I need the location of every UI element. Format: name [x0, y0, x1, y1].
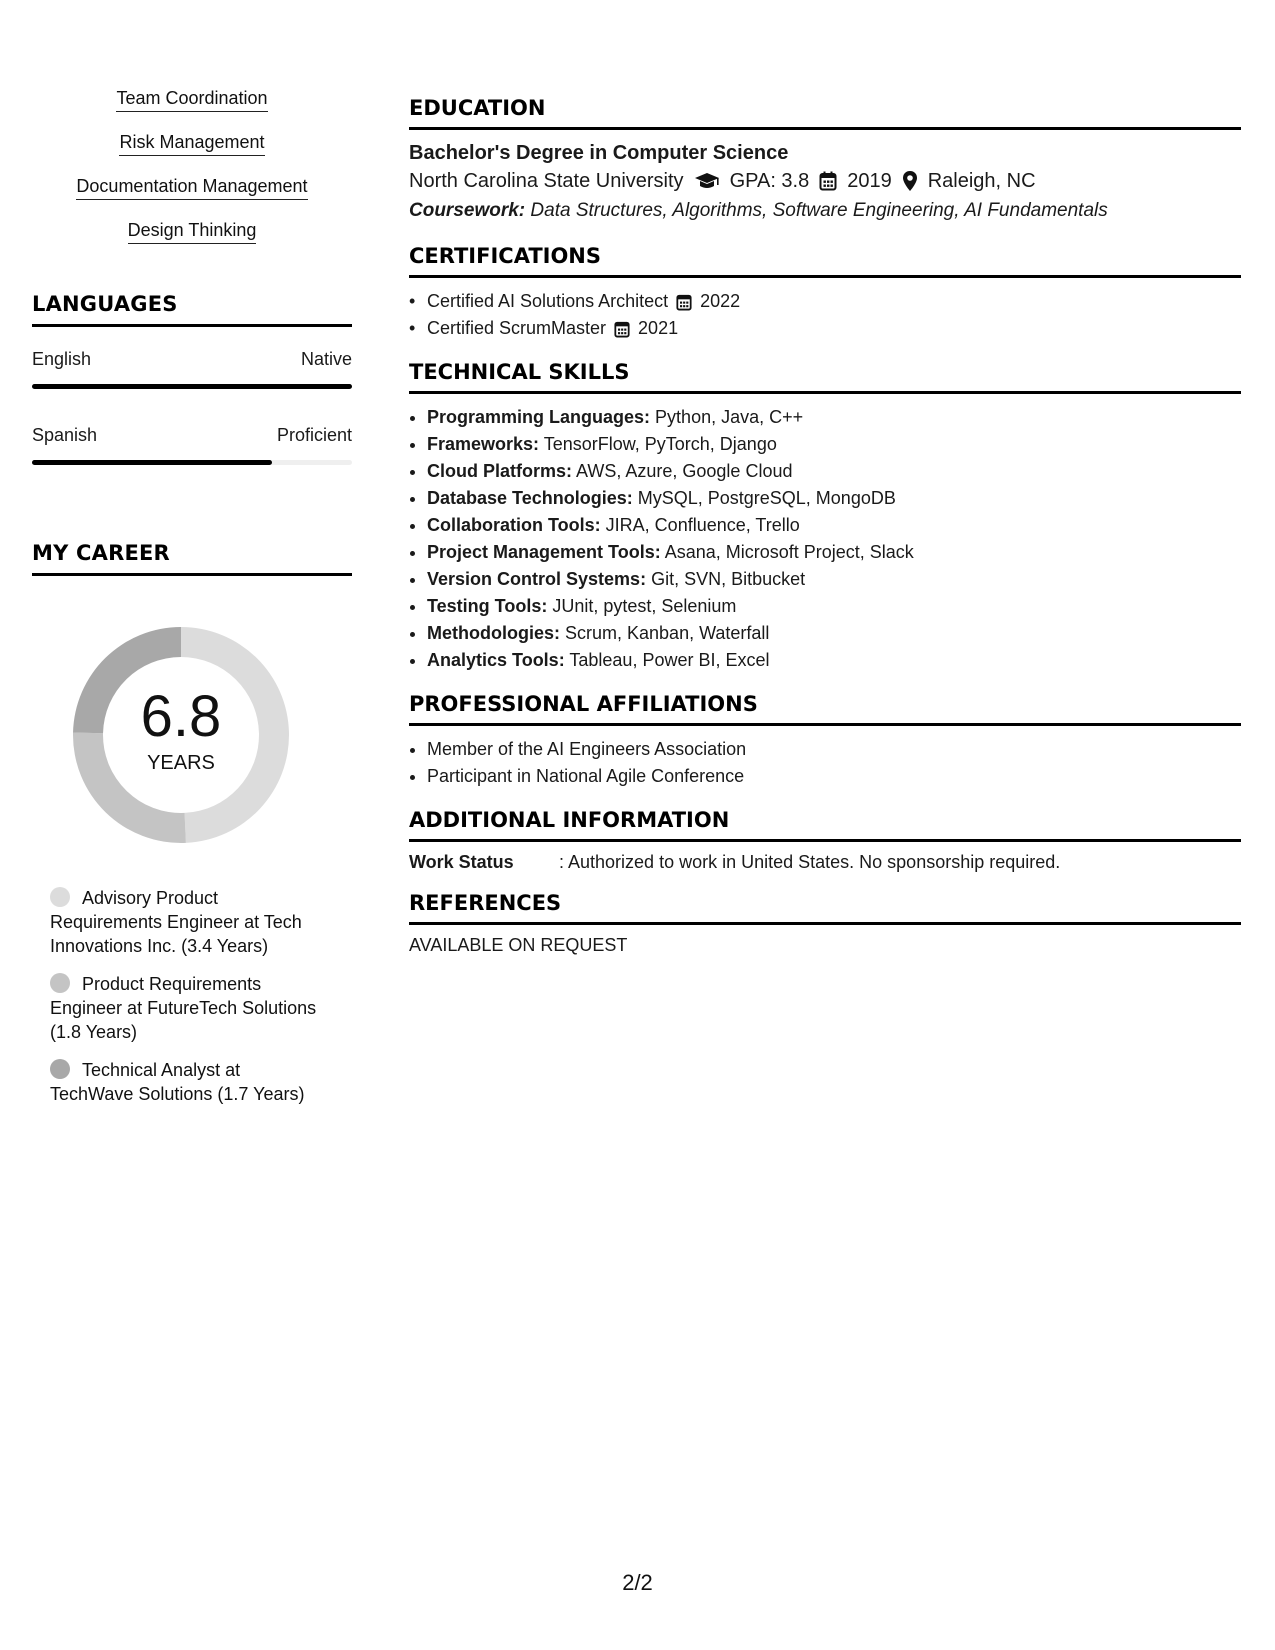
coursework-list: Data Structures, Algorithms, Software Engineering, AI Fundamentals: [530, 200, 1108, 221]
page-number: 2/2: [622, 1570, 653, 1595]
career-legend-label: Product Requirements Engineer at FutureTech Solutions (1.8 Years): [50, 974, 317, 1042]
language-proficiency-fill: [32, 384, 352, 389]
education-meta: [409, 166, 1241, 196]
skill-value: MySQL, PostgreSQL, MongoDB: [637, 488, 896, 508]
left-column: [32, 86, 352, 1120]
language-proficiency-bar: [32, 460, 352, 465]
language-name: English: [32, 349, 92, 369]
coursework-line: [409, 196, 1241, 226]
career-legend-label: Advisory Product Requirements Engineer at Tech Innovations Inc. (3.4 Years): [50, 888, 302, 956]
technical-skills-list: [409, 404, 1241, 674]
certifications-section: [409, 244, 1241, 342]
certification-item: [427, 315, 1241, 342]
skill-label: Version Control Systems:: [427, 569, 647, 589]
school-location: Raleigh, NC: [927, 170, 1036, 192]
affiliation-item: • Member of the AI Engineers Association: [427, 736, 1241, 763]
career-legend: [50, 886, 320, 1106]
references-text: AVAILABLE ON REQUEST: [409, 935, 628, 955]
skill-value: JUnit, pytest, Selenium: [552, 596, 737, 616]
right-column: [409, 96, 1241, 974]
skill-item: [427, 485, 1241, 512]
skill-value: Git, SVN, Bitbucket: [651, 569, 806, 589]
skill-item: [427, 593, 1241, 620]
legend-dot-icon: [50, 973, 70, 993]
section-divider: [409, 839, 1241, 842]
language-proficiency-bar: [32, 384, 352, 389]
education-title: EDUCATION: [409, 96, 546, 120]
skill-item: [427, 620, 1241, 647]
skill-value: Python, Java, C++: [655, 407, 804, 427]
skill-value: Scrum, Kanban, Waterfall: [565, 623, 770, 643]
section-divider: [32, 573, 352, 576]
certification-item: [427, 288, 1241, 315]
work-status-row: [409, 852, 1241, 873]
references-section: [409, 891, 1241, 956]
additional-info-title: ADDITIONAL INFORMATION: [409, 808, 730, 832]
skill-item: [427, 647, 1241, 674]
education-section: [409, 96, 1241, 226]
skill-label: Programming Languages:: [427, 407, 651, 427]
skill-label: Cloud Platforms:: [427, 461, 573, 481]
work-status-value: : Authorized to work in United States. No sponsorship required.: [559, 852, 1061, 872]
skill-value: JIRA, Confluence, Trello: [605, 515, 800, 535]
affiliation-item: • Participant in National Agile Conference: [427, 763, 1241, 790]
skill-item: [427, 404, 1241, 431]
skill-label: Methodologies:: [427, 623, 560, 643]
career-donut-chart: [66, 620, 296, 850]
school-name: North Carolina State University: [409, 170, 684, 192]
skill-item: [427, 566, 1241, 593]
affiliations-list: [409, 736, 1241, 790]
graduation-year: 2019: [847, 170, 892, 192]
certifications-list: [409, 288, 1241, 342]
technical-skills-title: TECHNICAL SKILLS: [409, 360, 630, 384]
section-divider: [409, 127, 1241, 130]
career-legend-item: [50, 972, 320, 1044]
skill-label: Testing Tools:: [427, 596, 548, 616]
certifications-title: CERTIFICATIONS: [409, 244, 602, 268]
work-status-label: Work Status: [409, 852, 514, 872]
career-section: [32, 541, 352, 1106]
donut-center: [66, 620, 296, 850]
language-level: Proficient: [276, 425, 352, 445]
skill-label: Project Management Tools:: [427, 542, 661, 562]
map-pin-icon: [902, 170, 918, 192]
affiliations-title: PROFESSIONAL AFFILIATIONS: [409, 692, 758, 716]
skill-item: [427, 431, 1241, 458]
skill-tag: Documentation Management: [76, 174, 307, 200]
legend-dot-icon: [50, 887, 70, 907]
skill-label: Frameworks:: [427, 434, 540, 454]
section-divider: [409, 391, 1241, 394]
skill-value: TensorFlow, PyTorch, Django: [543, 434, 777, 454]
language-level: Native: [300, 349, 352, 369]
graduation-cap-icon: [694, 171, 720, 191]
skill-label: Analytics Tools:: [427, 650, 565, 670]
language-row: [32, 349, 352, 370]
section-divider: [409, 922, 1241, 925]
skill-tag: Risk Management: [119, 130, 264, 156]
skill-tag: Design Thinking: [128, 218, 257, 244]
career-legend-label: Technical Analyst at TechWave Solutions (1.7 Years): [50, 1060, 305, 1104]
calendar-icon: [614, 320, 630, 338]
career-total-value: 6.8: [140, 683, 222, 749]
language-proficiency-fill: [32, 460, 272, 465]
section-divider: [32, 324, 352, 327]
skill-value: AWS, Azure, Google Cloud: [576, 461, 793, 481]
language-row: [32, 425, 352, 446]
career-legend-item: [50, 886, 320, 958]
certification-name: • Certified AI Solutions Architect: [427, 291, 669, 311]
skill-item: [427, 458, 1241, 485]
skill-value: Tableau, Power BI, Excel: [569, 650, 770, 670]
language-name: Spanish: [32, 425, 98, 445]
section-divider: [409, 275, 1241, 278]
technical-skills-section: [409, 360, 1241, 674]
references-title: REFERENCES: [409, 891, 562, 915]
certification-name: • Certified ScrumMaster: [427, 318, 607, 338]
skill-value: Asana, Microsoft Project, Slack: [664, 542, 914, 562]
legend-dot-icon: [50, 1059, 70, 1079]
section-divider: [409, 723, 1241, 726]
skill-item: [427, 512, 1241, 539]
calendar-icon: [676, 293, 692, 311]
gpa-value: GPA: 3.8: [729, 170, 810, 192]
skill-label: Collaboration Tools:: [427, 515, 601, 535]
career-legend-item: [50, 1058, 320, 1106]
degree-title: Bachelor's Degree in Computer Science: [409, 142, 789, 164]
calendar-icon: [819, 171, 837, 191]
skill-item: [427, 539, 1241, 566]
additional-info-section: [409, 808, 1241, 873]
skill-label: Database Technologies:: [427, 488, 633, 508]
skill-tag: Team Coordination: [116, 86, 267, 112]
affiliations-section: [409, 692, 1241, 790]
skills-tag-list: [32, 86, 352, 244]
coursework-label: Coursework:: [409, 200, 526, 221]
certification-year: 2022: [700, 291, 741, 311]
certification-year: 2021: [638, 318, 679, 338]
career-total-unit: YEARS: [147, 751, 215, 774]
career-title: MY CAREER: [32, 541, 170, 565]
languages-section: [32, 292, 352, 465]
languages-title: LANGUAGES: [32, 292, 178, 316]
